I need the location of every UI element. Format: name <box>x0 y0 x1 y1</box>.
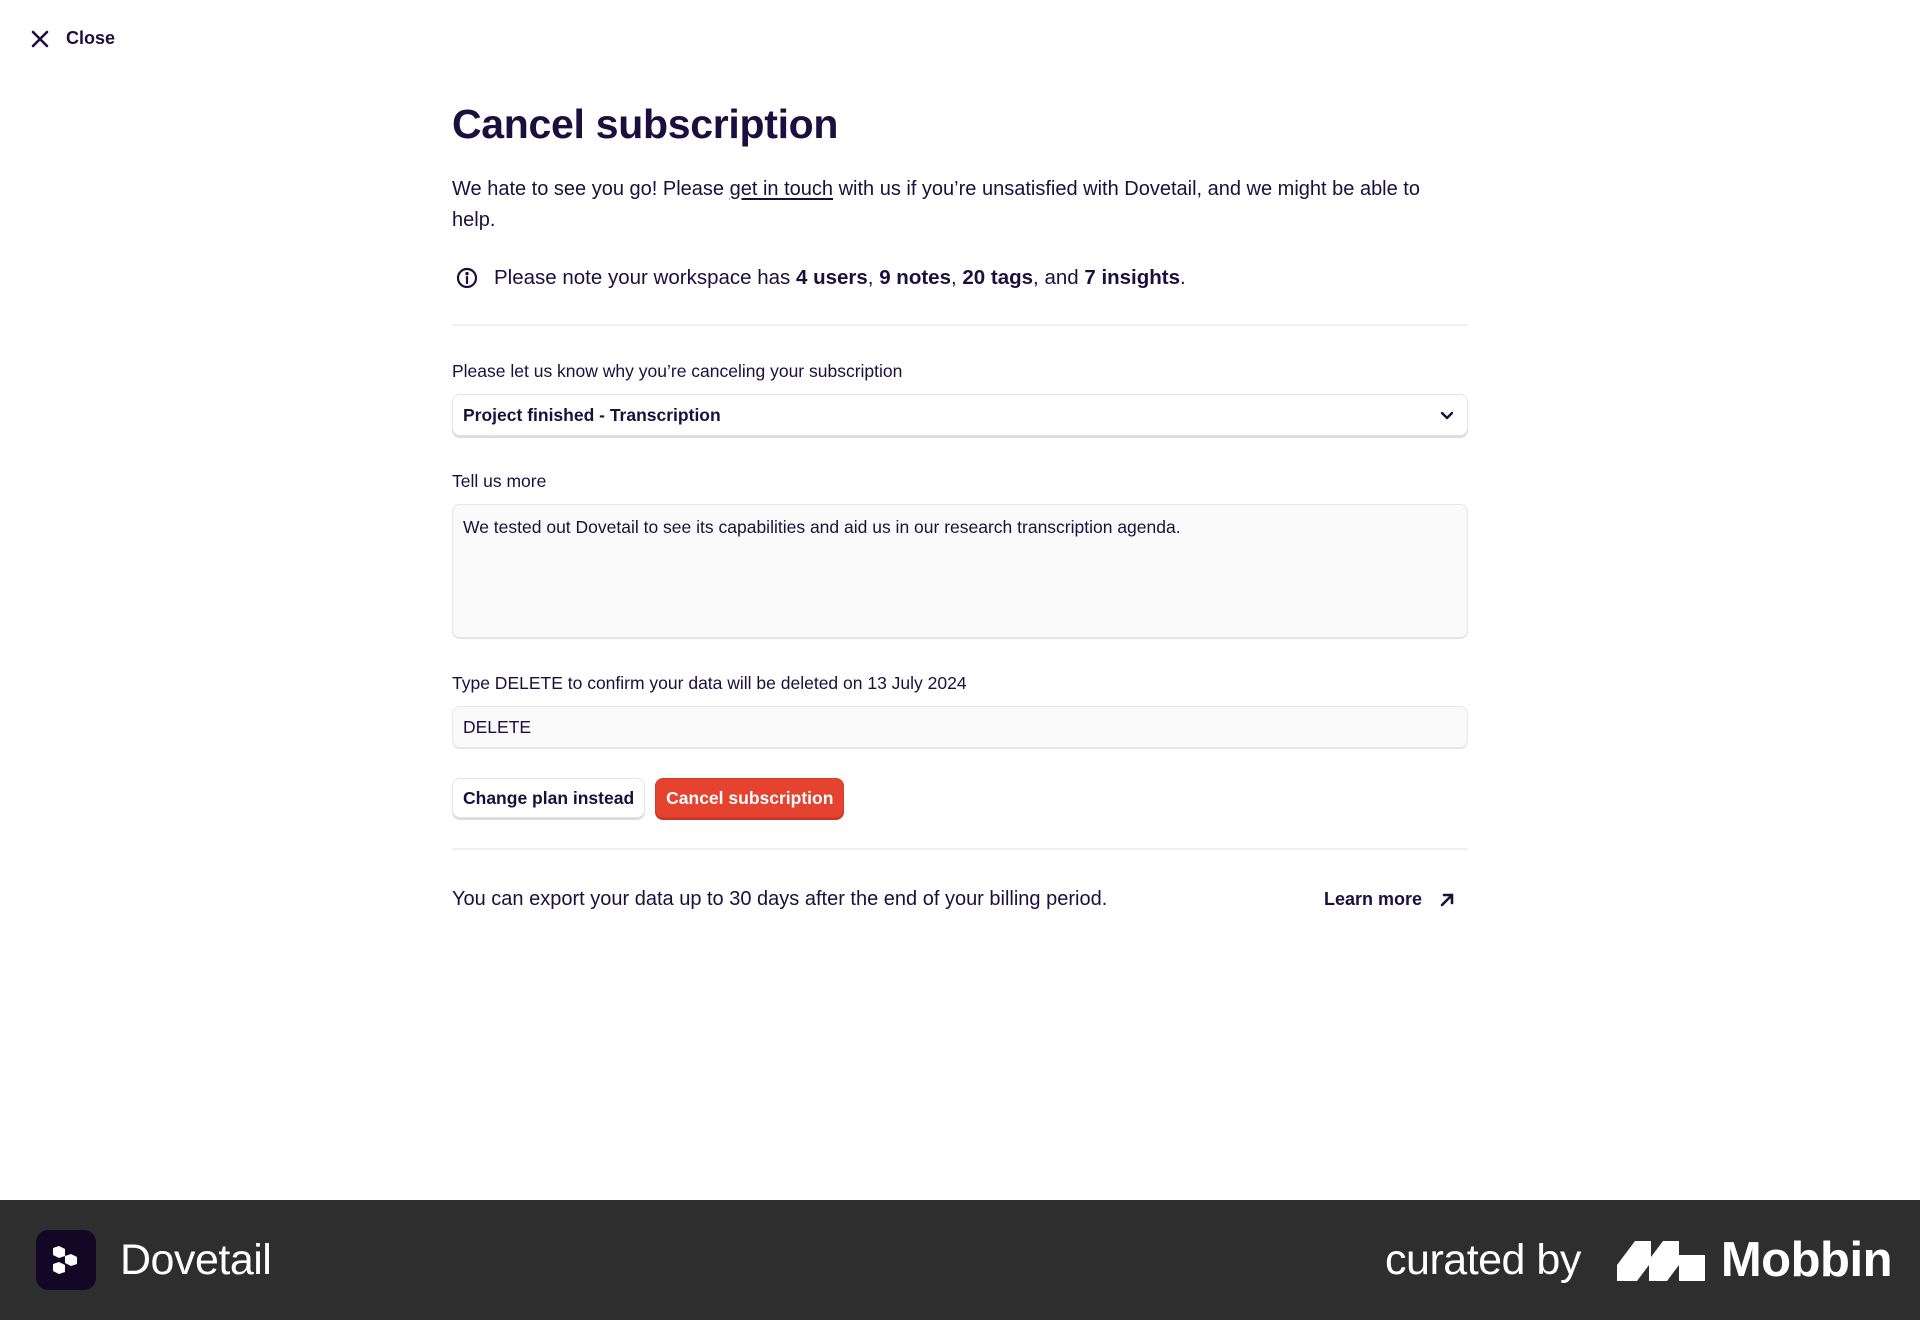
close-label: Close <box>66 28 116 48</box>
note-sep: , <box>950 266 963 289</box>
form-actions <box>452 778 1468 818</box>
footer-banner <box>0 1200 1920 1320</box>
learn-more-label: Learn more <box>1323 889 1422 909</box>
details-label: Tell us more <box>452 471 547 491</box>
note-suffix: . <box>1180 266 1186 289</box>
notes-count: 9 notes <box>879 266 951 289</box>
confirm-label: Type DELETE to confirm your data will be deleted on 13 July 2024 <box>452 673 967 693</box>
app-name: Dovetail <box>120 1235 272 1284</box>
insights-count: 7 insights <box>1084 266 1181 289</box>
intro-text-end: with us if you’re unsatisfied with Dovetail, and we might be able to help. <box>452 178 1420 231</box>
chevron-down-icon <box>1439 407 1455 423</box>
divider <box>452 848 1468 850</box>
confirm-delete-input[interactable]: DELETE <box>452 706 1468 748</box>
users-count: 4 users <box>795 266 868 289</box>
close-icon <box>30 29 50 49</box>
change-plan-button[interactable]: Change plan instead <box>452 778 645 818</box>
note-prefix: Please note your workspace has <box>494 266 796 289</box>
intro-text-start: We hate to see you go! Please <box>452 178 730 200</box>
workspace-note <box>452 266 1468 290</box>
reason-select[interactable] <box>452 394 1468 436</box>
details-textarea[interactable]: We tested out Dovetail to see its capabilities and aid us in our research transcription agenda. <box>452 504 1468 638</box>
curated-by-text: curated by <box>1385 1235 1581 1284</box>
close-button[interactable] <box>30 28 115 49</box>
app-brand <box>36 1230 271 1290</box>
note-sep: , and <box>1033 266 1085 289</box>
intro-text <box>452 174 1468 236</box>
page-title: Cancel subscription <box>452 101 839 147</box>
arrow-up-right-icon <box>1438 891 1456 909</box>
cancel-subscription-button[interactable]: Cancel subscription <box>655 778 844 818</box>
dovetail-logo-icon <box>36 1230 96 1290</box>
note-text <box>494 266 1186 290</box>
mobbin-name: Mobbin <box>1720 1233 1892 1287</box>
export-text: You can export your data up to 30 days after the end of your billing period. <box>452 888 1108 910</box>
divider <box>452 324 1468 326</box>
export-info <box>452 888 1468 911</box>
learn-more-link[interactable] <box>1324 889 1468 910</box>
mobbin-logo <box>1617 1232 1892 1288</box>
reason-selected-value: Project finished - Transcription <box>463 404 721 425</box>
reason-label: Please let us know why you’re canceling your subscription <box>452 361 903 381</box>
note-sep: , <box>867 266 880 289</box>
cancel-subscription-panel <box>452 96 1468 911</box>
info-icon <box>456 267 478 289</box>
get-in-touch-link[interactable]: get in touch <box>729 178 834 200</box>
tags-count: 20 tags <box>962 266 1034 289</box>
mobbin-logo-icon <box>1617 1239 1705 1281</box>
curator-brand <box>1385 1232 1892 1288</box>
